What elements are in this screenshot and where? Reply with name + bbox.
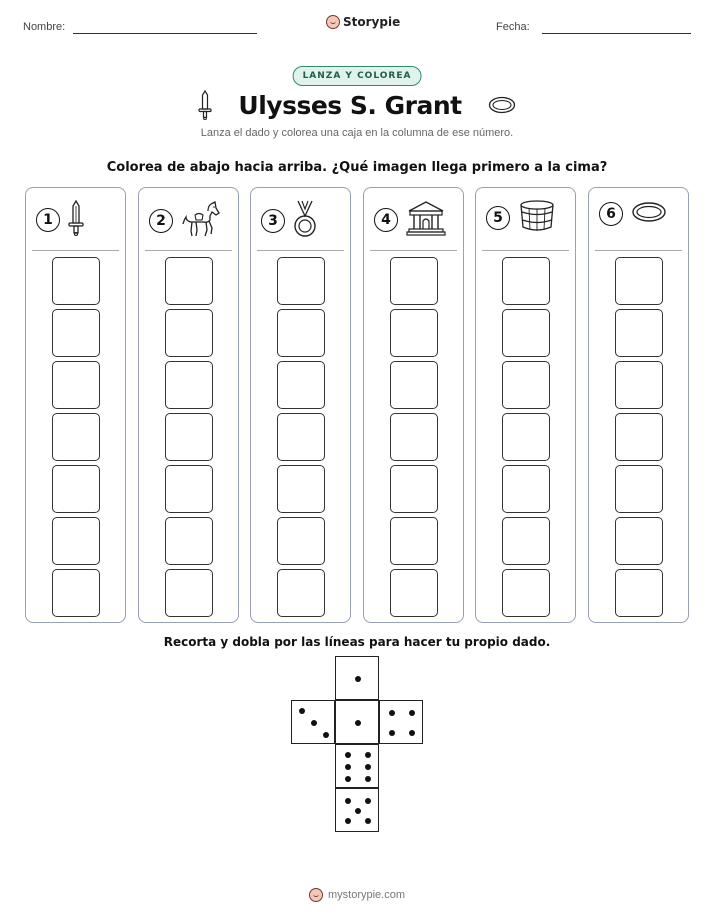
column-divider bbox=[595, 250, 682, 251]
column-5 bbox=[475, 187, 576, 623]
die-instruction: Recorta y dobla por las líneas para hacer tu propio dado. bbox=[163, 635, 551, 649]
brand-name: Storypie bbox=[343, 15, 401, 29]
die-pip bbox=[365, 776, 371, 782]
die-face-4 bbox=[379, 700, 423, 744]
color-box[interactable] bbox=[52, 517, 100, 565]
die-face-3 bbox=[291, 700, 335, 744]
color-box[interactable] bbox=[502, 309, 550, 357]
storypie-logo-icon bbox=[326, 15, 340, 29]
die-pip bbox=[389, 730, 395, 736]
color-box[interactable] bbox=[615, 309, 663, 357]
die-face-6 bbox=[335, 744, 379, 788]
horse-icon bbox=[181, 200, 221, 242]
die-pip bbox=[355, 808, 361, 814]
color-box[interactable] bbox=[165, 413, 213, 461]
column-3 bbox=[250, 187, 351, 623]
column-6 bbox=[588, 187, 689, 623]
color-box[interactable] bbox=[390, 361, 438, 409]
storypie-logo bbox=[326, 15, 400, 29]
color-box[interactable] bbox=[502, 413, 550, 461]
die-pip bbox=[311, 720, 317, 726]
color-box[interactable] bbox=[277, 257, 325, 305]
storypie-footer-icon bbox=[309, 888, 323, 902]
color-box[interactable] bbox=[390, 465, 438, 513]
color-box[interactable] bbox=[165, 569, 213, 617]
column-header bbox=[36, 200, 84, 240]
column-header bbox=[261, 200, 317, 242]
color-box[interactable] bbox=[502, 257, 550, 305]
color-box[interactable] bbox=[277, 413, 325, 461]
column-divider bbox=[370, 250, 457, 251]
date-line[interactable] bbox=[542, 33, 691, 34]
title-row bbox=[0, 90, 714, 120]
ring-icon bbox=[488, 96, 516, 114]
column-header bbox=[149, 200, 221, 242]
die-pip bbox=[365, 752, 371, 758]
die-pip bbox=[409, 730, 415, 736]
color-box[interactable] bbox=[52, 309, 100, 357]
die-pip bbox=[299, 708, 305, 714]
column-number: 1 bbox=[36, 208, 60, 232]
column-divider bbox=[32, 250, 119, 251]
color-box[interactable] bbox=[52, 361, 100, 409]
color-box[interactable] bbox=[277, 569, 325, 617]
color-box[interactable] bbox=[52, 257, 100, 305]
column-1 bbox=[25, 187, 126, 623]
color-box[interactable] bbox=[52, 413, 100, 461]
die-pip bbox=[345, 818, 351, 824]
die-pip bbox=[355, 720, 361, 726]
column-number: 4 bbox=[374, 208, 398, 232]
color-box[interactable] bbox=[277, 465, 325, 513]
color-box[interactable] bbox=[165, 309, 213, 357]
color-box[interactable] bbox=[165, 361, 213, 409]
die-pip bbox=[365, 818, 371, 824]
color-box[interactable] bbox=[277, 517, 325, 565]
barrel-icon bbox=[518, 200, 556, 236]
column-header bbox=[486, 200, 556, 236]
color-box[interactable] bbox=[390, 257, 438, 305]
die-pip bbox=[365, 764, 371, 770]
column-number: 6 bbox=[599, 202, 623, 226]
color-box[interactable] bbox=[165, 257, 213, 305]
column-header bbox=[599, 200, 667, 228]
sword-icon bbox=[198, 90, 212, 120]
color-box[interactable] bbox=[165, 465, 213, 513]
die-face-5 bbox=[335, 788, 379, 832]
page-title: Ulysses S. Grant bbox=[238, 90, 462, 120]
color-box[interactable] bbox=[52, 569, 100, 617]
column-divider bbox=[145, 250, 232, 251]
color-box[interactable] bbox=[502, 465, 550, 513]
color-box[interactable] bbox=[502, 517, 550, 565]
medal-icon bbox=[293, 200, 317, 242]
die-pip bbox=[323, 732, 329, 738]
color-box[interactable] bbox=[502, 361, 550, 409]
sword-icon bbox=[68, 200, 84, 240]
die-pip bbox=[355, 676, 361, 682]
color-box[interactable] bbox=[615, 257, 663, 305]
column-number: 2 bbox=[149, 209, 173, 233]
column-number: 3 bbox=[261, 209, 285, 233]
color-box[interactable] bbox=[502, 569, 550, 617]
name-line[interactable] bbox=[73, 33, 257, 34]
color-box[interactable] bbox=[390, 309, 438, 357]
subtitle: Lanza el dado y colorea una caja en la columna de ese número. bbox=[200, 127, 514, 139]
footer-url: mystorypie.com bbox=[327, 889, 406, 901]
capitol-building-icon bbox=[406, 200, 446, 240]
color-box[interactable] bbox=[615, 569, 663, 617]
die-face-1 bbox=[335, 656, 379, 700]
color-box[interactable] bbox=[615, 517, 663, 565]
color-box[interactable] bbox=[390, 413, 438, 461]
color-box[interactable] bbox=[277, 361, 325, 409]
footer bbox=[0, 888, 714, 902]
die-pip bbox=[365, 798, 371, 804]
die-pip bbox=[389, 710, 395, 716]
die-pip bbox=[345, 764, 351, 770]
die-pip bbox=[345, 752, 351, 758]
name-label: Nombre: bbox=[23, 21, 66, 33]
column-divider bbox=[482, 250, 569, 251]
ring-icon bbox=[631, 200, 667, 228]
color-box[interactable] bbox=[615, 361, 663, 409]
column-2 bbox=[138, 187, 239, 623]
color-box[interactable] bbox=[277, 309, 325, 357]
race-instruction: Colorea de abajo hacia arriba. ¿Qué imagen llega primero a la cima? bbox=[106, 160, 608, 175]
die-pip bbox=[409, 710, 415, 716]
color-box[interactable] bbox=[615, 413, 663, 461]
color-box[interactable] bbox=[390, 517, 438, 565]
color-box[interactable] bbox=[390, 569, 438, 617]
color-box[interactable] bbox=[52, 465, 100, 513]
date-label: Fecha: bbox=[496, 21, 530, 33]
die-pip bbox=[345, 776, 351, 782]
column-header bbox=[374, 200, 446, 240]
column-4 bbox=[363, 187, 464, 623]
die-pip bbox=[345, 798, 351, 804]
column-divider bbox=[257, 250, 344, 251]
color-box[interactable] bbox=[165, 517, 213, 565]
die-face-1 bbox=[335, 700, 379, 744]
column-number: 5 bbox=[486, 206, 510, 230]
activity-badge: LANZA Y COLOREA bbox=[293, 66, 422, 86]
color-box[interactable] bbox=[615, 465, 663, 513]
